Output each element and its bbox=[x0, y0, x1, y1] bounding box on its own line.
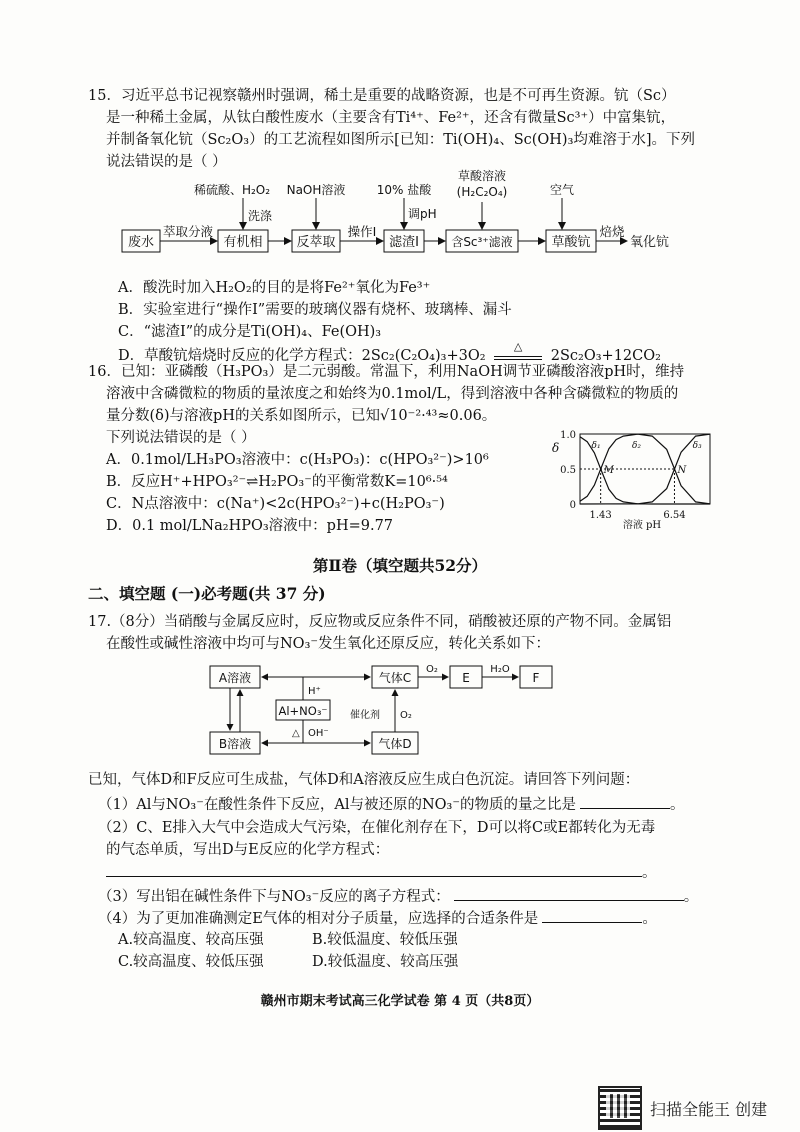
box5-label: 含Sc³⁺滤液 bbox=[451, 235, 513, 249]
x-axis-label: 溶液 pH bbox=[622, 520, 662, 530]
o2-side-label: O₂ bbox=[400, 710, 412, 721]
q17-part3: （3）写出铝在碱性条件下与NO₃⁻反应的离子方程式： 。 bbox=[98, 886, 698, 907]
b-label: B溶液 bbox=[218, 737, 252, 751]
a-label: A溶液 bbox=[218, 671, 252, 685]
q15-option-a: A．酸洗时加入H₂O₂的目的是将Fe²⁺氧化为Fe³⁺ bbox=[118, 280, 431, 296]
section-2-subtitle: 二、填空题 (一)必考题(共 37 分) bbox=[88, 584, 326, 603]
y-tick-0.5: 0.5 bbox=[560, 465, 576, 476]
q17-option-d: D.较低温度、较高压强 bbox=[312, 954, 459, 970]
section-2-title: 第Ⅱ卷（填空题共52分） bbox=[312, 556, 488, 575]
ph-label: 调pH bbox=[408, 207, 437, 221]
q15-option-c: C．“滤渣Ⅰ”的成分是Ti(OH)₄、Fe(OH)₃ bbox=[118, 324, 382, 340]
catalyst-label: 催化剂 bbox=[350, 710, 380, 721]
hplus-label: H⁺ bbox=[308, 686, 321, 697]
q17-part2-answer: 。 bbox=[106, 862, 657, 883]
arrow-operation-label: 操作Ⅰ bbox=[347, 224, 377, 239]
x-tick-6.54: 6.54 bbox=[663, 510, 686, 521]
input2-label: NaOH溶液 bbox=[286, 183, 346, 197]
scanner-label: 扫描全能王 创建 bbox=[650, 1099, 768, 1119]
input4-formula: (H₂C₂O₄) bbox=[456, 185, 508, 199]
answer-blank-3[interactable] bbox=[454, 886, 684, 901]
q15-option-d: D．草酸钪焙烧时反应的化学方程式：2Sc₂(C₂O₄)₃+3O₂ △ 2Sc₂O₃+12CO₂ bbox=[118, 346, 661, 366]
point-label-M: M bbox=[603, 465, 614, 476]
x-tick-1.43: 1.43 bbox=[589, 510, 612, 521]
q17-known: 已知，气体D和F反应可生成盐，气体D和A溶液反应生成白色沉淀。请回答下列问题： bbox=[88, 772, 640, 788]
q17-option-c: C.较高温度、较低压强 bbox=[118, 954, 264, 970]
reaction-diagram bbox=[200, 656, 580, 760]
y-tick-1: 1.0 bbox=[560, 430, 576, 441]
q17-part2-line1: （2）C、E排入大气中会造成大气污染，在催化剂存在下，D可以将C或E都转化为无毒 bbox=[98, 820, 656, 836]
e-label: E bbox=[462, 671, 470, 685]
o2-label: O₂ bbox=[426, 664, 438, 675]
series-label-3: δ₃ bbox=[692, 441, 702, 451]
qr-code-icon bbox=[598, 1086, 642, 1130]
q15-line1: 15．习近平总书记视察赣州时强调，稀土是重要的战略资源，也是不可再生资源。钪（Sc） bbox=[88, 88, 676, 104]
heat-symbol: △ bbox=[513, 340, 523, 353]
q15-line3: 并制备氧化钪（Sc₂O₃）的工艺流程如图所示[已知：Ti(OH)₄、Sc(OH)₃均难溶于水]。下列 bbox=[106, 132, 696, 148]
point-label-N: N bbox=[677, 465, 687, 476]
q17-part1: （1）Al与NO₃⁻在酸性条件下反应，Al与被还原的NO₃⁻的物质的量之比是 。 bbox=[98, 794, 685, 815]
q16-line3: 量分数(δ)与溶液pH的关系如图所示，已知√10⁻²·⁴³≈0.06。 bbox=[106, 408, 497, 424]
series-label-2: δ₂ bbox=[632, 441, 642, 451]
box6-label: 草酸钪 bbox=[551, 235, 591, 250]
center-label: Al+NO₃⁻ bbox=[278, 704, 328, 718]
product-label: 氧化钪 bbox=[630, 235, 670, 250]
arrow-extract-label: 萃取分液 bbox=[162, 224, 214, 239]
answer-blank-2[interactable] bbox=[106, 862, 642, 877]
input3-label: 10% 盐酸 bbox=[376, 183, 432, 197]
q16-option-b: B．反应H⁺+HPO₃²⁻⇌H₂PO₃⁻的平衡常数K=10⁶·⁵⁴ bbox=[106, 474, 448, 490]
input1-label: 稀硫酸、H₂O₂ bbox=[193, 183, 271, 197]
q16-option-c: C．N点溶液中：c(Na⁺)<2c(HPO₃²⁻)+c(H₂PO₃⁻) bbox=[106, 496, 445, 512]
q17-line1: 17.（8分）当硝酸与金属反应时，反应物或反应条件不同，硝酸被还原的产物不同。金属铝 bbox=[88, 614, 672, 630]
q16-line4: 下列说法错误的是（ ） bbox=[106, 430, 256, 446]
d-label: 气体D bbox=[378, 737, 412, 751]
q17-part4: （4）为了更加准确测定E气体的相对分子质量，应选择的合适条件是 。 bbox=[98, 908, 657, 929]
ohminus-label: OH⁻ bbox=[308, 728, 329, 739]
c-label: 气体C bbox=[378, 671, 412, 685]
q17-line2: 在酸性或碱性溶液中均可与NO₃⁻发生氧化还原反应，转化关系如下： bbox=[106, 636, 551, 652]
scanner-watermark bbox=[598, 1086, 767, 1130]
q16-option-d: D．0.1 mol/LNa₂HPO₃溶液中：pH=9.77 bbox=[106, 518, 394, 534]
q17-option-b: B.较低温度、较低压强 bbox=[312, 932, 458, 948]
q15-option-b: B．实验室进行“操作Ⅰ”需要的玻璃仪器有烧杯、玻璃棒、漏斗 bbox=[118, 302, 512, 318]
answer-blank-1[interactable] bbox=[580, 794, 670, 809]
box1-label: 废水 bbox=[127, 235, 155, 250]
q15-line4: 说法错误的是（ ） bbox=[106, 154, 227, 170]
f-label: F bbox=[532, 671, 540, 685]
arrow-roast-label: 焙烧 bbox=[599, 224, 625, 239]
h2o-label: H₂O bbox=[490, 664, 510, 675]
q17-part2-line2: 的气态单质，写出D与E反应的化学方程式： bbox=[106, 842, 390, 858]
q16-line1: 16．已知：亚磷酸（H₃PO₃）是二元弱酸。常温下，利用NaOH调节亚磷酸溶液pH时，维持 bbox=[88, 364, 685, 380]
box2-label: 有机相 bbox=[223, 235, 263, 250]
y-tick-0: 0 bbox=[569, 500, 576, 511]
q15-line2: 是一种稀土金属，从钛白酸性废水（主要含有Ti⁴⁺、Fe²⁺，还含有微量Sc³⁺）中富集钪， bbox=[106, 110, 676, 126]
q17-option-a: A.较高温度、较高压强 bbox=[118, 932, 264, 948]
heat-label: △ bbox=[292, 728, 300, 739]
page-footer: 赣州市期末考试高三化学试卷 第 4 页（共8页） bbox=[260, 994, 540, 1009]
q16-line2: 溶液中含磷微粒的物质的量浓度之和始终为0.1mol/L，得到溶液中各种含磷微粒的物质的 bbox=[106, 386, 679, 402]
series-label-1: δ₁ bbox=[591, 441, 601, 451]
q16-option-a: A．0.1mol/LH₃PO₃溶液中：c(H₃PO₃)：c(HPO₃²⁻)>10⁶ bbox=[106, 452, 489, 468]
wash-label: 洗涤 bbox=[248, 209, 273, 223]
input4-label: 草酸溶液 bbox=[457, 169, 507, 183]
box3-label: 反萃取 bbox=[296, 235, 336, 250]
delta-ph-chart bbox=[538, 424, 728, 530]
answer-blank-4[interactable] bbox=[542, 908, 642, 923]
process-flowchart bbox=[100, 168, 720, 268]
y-axis-label: δ bbox=[552, 441, 560, 455]
input5-label: 空气 bbox=[549, 183, 575, 197]
box4-label: 滤渣Ⅰ bbox=[389, 235, 419, 250]
